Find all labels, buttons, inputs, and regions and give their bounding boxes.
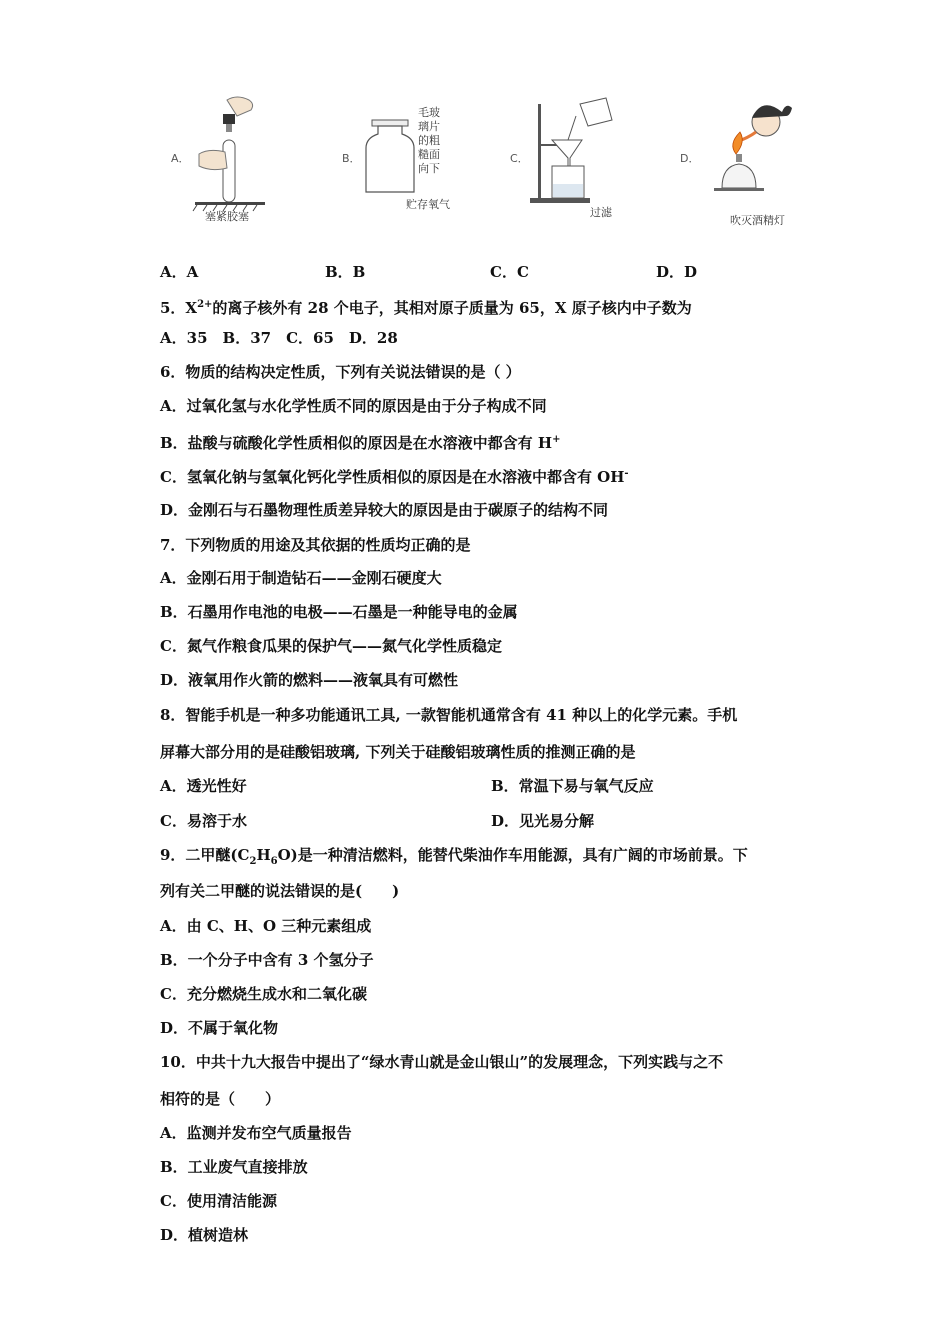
q8-option-d: D．见光易分解 bbox=[491, 812, 595, 830]
q6-option-b-text: B．盐酸与硫酸化学性质相似的原因是在水溶液中都含有 H bbox=[160, 434, 553, 452]
alcohol-lamp-illustration bbox=[700, 92, 810, 217]
q4-option-d: D．D bbox=[656, 263, 698, 281]
q10-stem-line1: 10．中共十九大报告中提出了“绿水青山就是金山银山”的发展理念，下列实践与之不 bbox=[160, 1053, 724, 1071]
q8-stem-line1: 8．智能手机是一种多功能通讯工具, 一款智能机通常含有 41 种以上的化学元素。手机 bbox=[160, 706, 738, 724]
q9-option-c: C．充分燃烧生成水和二氧化碳 bbox=[160, 985, 367, 1003]
q10-option-c: C．使用清洁能源 bbox=[160, 1192, 277, 1210]
q7-option-c: C．氮气作粮食瓜果的保护气——氮气化学性质稳定 bbox=[160, 637, 502, 655]
q5-stem-post: 的离子核外有 28 个电子，其相对原子质量为 65，X 原子核内中子数为 bbox=[212, 299, 692, 317]
q10-stem-line2: 相符的是（ ） bbox=[160, 1090, 281, 1108]
q6-option-c-sup: - bbox=[624, 468, 629, 479]
q5-stem bbox=[160, 295, 692, 318]
q10-option-d: D．植树造林 bbox=[160, 1226, 249, 1244]
q4-option-b: B．B bbox=[325, 263, 366, 281]
q7-option-a: A．金刚石用于制造钻石——金刚石硬度大 bbox=[160, 569, 442, 587]
q8-option-c: C．易溶于水 bbox=[160, 812, 247, 830]
q9-stem-post: O)是一种清洁燃料，能替代柴油作车用能源，具有广阔的市场前景。下 bbox=[277, 846, 748, 864]
q10-option-a: A．监测并发布空气质量报告 bbox=[160, 1124, 352, 1142]
figure-c-caption: 过滤 bbox=[590, 206, 612, 219]
q6-option-c-text: C．氢氧化钠与氢氧化钙化学性质相似的原因是在水溶液中都含有 OH bbox=[160, 468, 625, 486]
figure-c bbox=[508, 92, 638, 232]
figure-b-letter: B． bbox=[342, 152, 361, 165]
figure-b-caption: 贮存氧气 bbox=[406, 198, 450, 211]
q9-sub-h: 6 bbox=[270, 856, 278, 867]
q7-stem: 7．下列物质的用途及其依据的性质均正确的是 bbox=[160, 536, 471, 554]
q9-stem-line1 bbox=[160, 845, 748, 872]
q6-option-b bbox=[160, 430, 560, 453]
figure-d-letter: D． bbox=[680, 152, 700, 165]
q5-charge: 2+ bbox=[197, 299, 213, 310]
q10-option-b: B．工业废气直接排放 bbox=[160, 1158, 308, 1176]
figure-b bbox=[338, 92, 468, 232]
filtration-illustration bbox=[528, 96, 638, 216]
q6-option-c bbox=[160, 464, 629, 487]
q6-option-b-sup: + bbox=[552, 434, 561, 445]
side-note-line: 的粗 bbox=[418, 134, 440, 147]
figure-d-caption: 吹灭酒精灯 bbox=[730, 214, 785, 227]
side-note-line: 璃片 bbox=[418, 120, 440, 133]
q7-option-d: D．液氧用作火箭的燃料——液氧具有可燃性 bbox=[160, 671, 459, 689]
q9-option-d: D．不属于氧化物 bbox=[160, 1019, 279, 1037]
figure-a-caption: 塞紧胶塞 bbox=[205, 210, 249, 223]
figure-c-letter: C． bbox=[510, 152, 529, 165]
figure-a-letter: A． bbox=[171, 152, 190, 165]
q6-option-d: D．金刚石与石墨物理性质差异较大的原因是由于碳原子的结构不同 bbox=[160, 501, 609, 519]
q8-option-a: A．透光性好 bbox=[160, 777, 247, 795]
q9-stem-line2: 列有关二甲醚的说法错误的是( ) bbox=[160, 882, 400, 900]
figure-a bbox=[165, 92, 275, 232]
figure-a-illustration bbox=[165, 92, 275, 222]
side-note-line: 糙面 bbox=[418, 148, 440, 161]
q8-option-b: B．常温下易与氧气反应 bbox=[491, 777, 654, 795]
side-note-line: 毛玻 bbox=[418, 106, 440, 119]
side-note-line: 向下 bbox=[418, 162, 440, 175]
q9-sub-c: 2 bbox=[249, 856, 257, 867]
q4-option-c: C．C bbox=[490, 263, 529, 281]
q8-stem-line2: 屏幕大部分用的是硅酸铝玻璃, 下列关于硅酸铝玻璃性质的推测正确的是 bbox=[160, 743, 636, 761]
figure-d bbox=[678, 92, 808, 232]
q6-stem: 6．物质的结构决定性质，下列有关说法错误的是（ ） bbox=[160, 363, 521, 381]
q5-stem-pre: 5．X bbox=[160, 299, 198, 317]
q5-options: A．35 B．37 C．65 D．28 bbox=[160, 329, 398, 347]
q7-option-b: B．石墨用作电池的电极——石墨是一种能导电的金属 bbox=[160, 603, 518, 621]
q9-stem-h: H bbox=[256, 846, 271, 864]
figure-b-side-note bbox=[418, 106, 440, 176]
q9-option-a: A．由 C、H、O 三种元素组成 bbox=[160, 917, 372, 935]
q9-option-b: B．一个分子中含有 3 个氢分子 bbox=[160, 951, 374, 969]
q6-option-a: A．过氧化氢与水化学性质不同的原因是由于分子构成不同 bbox=[160, 397, 547, 415]
q4-option-a: A．A bbox=[160, 263, 199, 281]
q9-stem-pre: 9．二甲醚(C bbox=[160, 846, 250, 864]
